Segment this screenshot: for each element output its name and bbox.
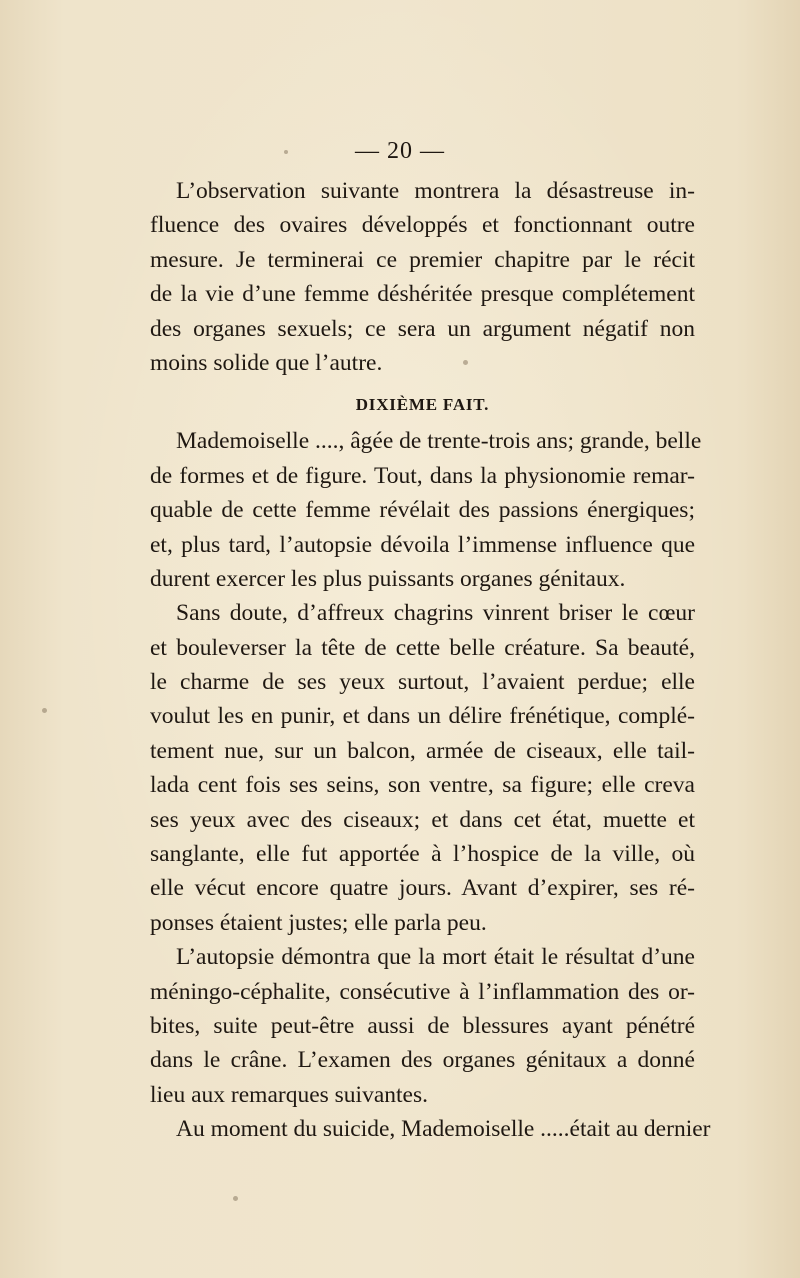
paragraph-1 [150, 174, 695, 380]
paragraph-2 [150, 424, 702, 596]
paper-speck [284, 150, 288, 154]
text-line: de formes et de figure. Tout, dans la physionomie remar- [150, 462, 695, 489]
text-line: voulut les en punir, et dans un délire frénétique, complé- [150, 703, 695, 730]
text-line: mesure. Je terminerai ce premier chapitre par le récit [150, 246, 695, 273]
text-line: L’autopsie démontra que la mort était le résultat d’une [176, 944, 695, 971]
page-number: — 20 — [355, 138, 445, 164]
text-line: et, plus tard, l’autopsie dévoila l’immense influence que [150, 531, 695, 558]
text-line: Sans doute, d’affreux chagrins vinrent briser le cœur [176, 600, 695, 627]
text-line: lada cent fois ses seins, son ventre, sa figure; elle creva [150, 772, 695, 799]
text-line: ponses étaient justes; elle parla peu. [150, 909, 487, 936]
text-line: Mademoiselle ...., âgée de trente-trois ans; grande, belle [176, 428, 702, 455]
text-line: le charme de ses yeux surtout, l’avaient perdue; elle [150, 669, 695, 696]
paragraph-3 [150, 596, 695, 940]
text-line: elle vécut encore quatre jours. Avant d’expirer, ses ré- [150, 875, 695, 902]
text-line: ses yeux avec des ciseaux; et dans cet état, muette et [150, 806, 695, 833]
paper-speck [233, 1196, 238, 1201]
paper-speck [463, 360, 468, 365]
text-line: L’observation suivante montrera la désastreuse in- [176, 178, 695, 204]
text-line: quable de cette femme révélait des passions énergiques; [150, 497, 695, 524]
text-line: lieu aux remarques suivantes. [150, 1081, 428, 1108]
text-line: et bouleverser la tête de cette belle créature. Sa beauté, [150, 634, 695, 661]
section-heading: DIXIÈME FAIT. [355, 395, 490, 415]
text-line: tement nue, sur un balcon, armée de ciseaux, elle tail- [150, 737, 695, 764]
text-line: des organes sexuels; ce sera un argument négatif non [150, 315, 695, 342]
page-body [150, 174, 711, 1147]
text-line: bites, suite peut-être aussi de blessures ayant pénétré [150, 1012, 695, 1039]
text-line: de la vie d’une femme déshéritée presque complétement [150, 281, 695, 308]
text-line: durent exercer les plus puissants organes génitaux. [150, 565, 626, 592]
paragraph-4 [150, 940, 695, 1112]
paragraph-5 [150, 1112, 711, 1146]
paper-speck [42, 708, 47, 713]
text-line: sanglante, elle fut apportée à l’hospice de la ville, où [150, 841, 695, 868]
text-line: dans le crâne. L’examen des organes génitaux a donné [150, 1047, 695, 1074]
text-line: méningo-céphalite, consécutive à l’inflammation des or- [150, 978, 695, 1005]
text-line: moins solide que l’autre. [150, 349, 383, 376]
text-line: fluence des ovaires développés et fonctionnant outre [150, 212, 695, 239]
text-line: Au moment du suicide, Mademoiselle .....était au dernier [176, 1116, 711, 1143]
